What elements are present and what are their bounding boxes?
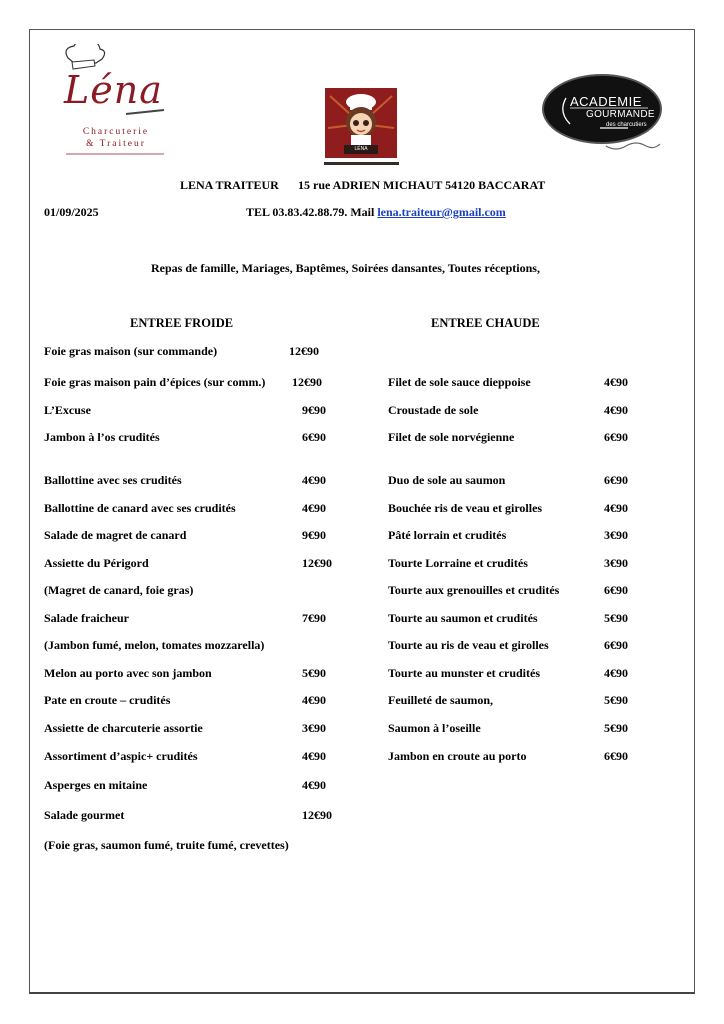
academie-gourmande-logo — [540, 72, 668, 156]
company-name: LENA TRAITEUR — [180, 178, 279, 192]
froide-item-name: Ballottine avec ses crudités — [44, 473, 182, 487]
tagline: Repas de famille, Mariages, Baptêmes, Soirées dansantes, Toutes réceptions, — [151, 261, 540, 275]
chaude-item-name: Bouchée ris de veau et girolles — [388, 501, 543, 515]
company-address: 15 rue ADRIEN MICHAUT 54120 BACCARAT — [298, 178, 546, 192]
chaude-item-price: 6€90 — [604, 430, 628, 444]
chaude-item-name: Tourte aux grenouilles et crudités — [388, 583, 560, 597]
chaude-item-price: 5€90 — [604, 693, 628, 707]
froide-item-price: 3€90 — [302, 721, 326, 735]
froide-item-name: Melon au porto avec son jambon — [44, 666, 212, 680]
chaude-item-name: Tourte Lorraine et crudités — [388, 556, 528, 570]
froide-item-name: Assortiment d’aspic+ crudités — [44, 749, 198, 763]
chaude-item-price: 6€90 — [604, 473, 628, 487]
chaude-item-price: 4€90 — [604, 501, 628, 515]
chaude-item-price: 6€90 — [604, 583, 628, 597]
chef-illustration-logo — [324, 88, 399, 166]
entree-froide-title: ENTREE FROIDE — [130, 316, 234, 330]
froide-item-name: Jambon à l’os crudités — [44, 430, 160, 444]
chef-underline — [324, 162, 399, 165]
email-link[interactable]: lena.traiteur@gmail.com — [377, 205, 506, 219]
froide-item-name: Salade fraicheur — [44, 611, 129, 625]
froide-item-price: 4€90 — [302, 501, 326, 515]
froide-item-price: 5€90 — [302, 666, 326, 680]
froide-item-price: 12€90 — [302, 808, 332, 822]
academie-line1: ACADEMIE — [570, 94, 642, 109]
froide-item-price: 12€90 — [302, 556, 332, 570]
chaude-item-price: 4€90 — [604, 403, 628, 417]
chaude-item-name: Feuilleté de saumon, — [388, 693, 493, 707]
chaude-item-price: 6€90 — [604, 749, 628, 763]
froide-item-price: 7€90 — [302, 611, 326, 625]
froide-item-price: 4€90 — [302, 473, 326, 487]
academie-line2: GOURMANDE — [586, 109, 655, 120]
froide-item-price: 9€90 — [302, 528, 326, 542]
froide-item-name: (Foie gras, saumon fumé, truite fumé, crevettes) — [44, 838, 289, 852]
chaude-item-price: 3€90 — [604, 528, 628, 542]
froide-item-price: 12€90 — [289, 344, 319, 358]
froide-item-price: 6€90 — [302, 430, 326, 444]
chaude-item-name: Saumon à l’oseille — [388, 721, 481, 735]
chaude-item-price: 4€90 — [604, 375, 628, 389]
lena-logo-sub2: & Traiteur — [86, 139, 146, 149]
froide-item-name: (Magret de canard, foie gras) — [44, 583, 194, 597]
chaude-item-name: Tourte au ris de veau et girolles — [388, 638, 549, 652]
lena-logo-subtitle — [68, 126, 164, 150]
froide-item-name: Salade gourmet — [44, 808, 125, 822]
chaude-item-name: Duo de sole au saumon — [388, 473, 506, 487]
froide-item-price: 4€90 — [302, 749, 326, 763]
froide-item-name: Salade de magret de canard — [44, 528, 187, 542]
froide-item-name: Ballottine de canard avec ses crudités — [44, 501, 236, 515]
froide-item-name: Foie gras maison (sur commande) — [44, 344, 218, 358]
froide-item-name: Assiette de charcuterie assortie — [44, 721, 203, 735]
froide-item-name: Foie gras maison pain d’épices (sur comm.) — [44, 375, 266, 389]
froide-item-price: 12€90 — [292, 375, 322, 389]
froide-item-name: (Jambon fumé, melon, tomates mozzarella) — [44, 638, 265, 652]
chaude-item-price: 4€90 — [604, 666, 628, 680]
chaude-item-price: 5€90 — [604, 611, 628, 625]
chaude-item-name: Tourte au saumon et crudités — [388, 611, 538, 625]
contact-tel: TEL 03.83.42.88.79. Mail — [246, 205, 375, 219]
chaude-item-name: Tourte au munster et crudités — [388, 666, 540, 680]
lena-logo-sub1: Charcuterie — [82, 127, 150, 137]
chaude-item-name: Croustade de sole — [388, 403, 479, 417]
lena-logo-name: Léna — [64, 68, 163, 112]
chaude-item-name: Filet de sole norvégienne — [388, 430, 515, 444]
contact-line — [246, 205, 506, 219]
chaude-item-name: Jambon en croute au porto — [388, 749, 527, 763]
froide-item-name: L’Excuse — [44, 403, 91, 417]
froide-item-price: 4€90 — [302, 693, 326, 707]
menu-date: 01/09/2025 — [44, 205, 99, 219]
froide-item-name: Pate en croute – crudités — [44, 693, 171, 707]
froide-item-name: Assiette du Périgord — [44, 556, 149, 570]
chaude-item-price: 6€90 — [604, 638, 628, 652]
froide-item-name: Asperges en mitaine — [44, 778, 148, 792]
academie-line3: des charcutiers — [606, 122, 647, 128]
entree-chaude-title: ENTREE CHAUDE — [431, 316, 540, 330]
chef-badge: LÉNA — [344, 145, 378, 154]
chaude-item-name: Filet de sole sauce dieppoise — [388, 375, 531, 389]
chaude-item-name: Pâté lorrain et crudités — [388, 528, 507, 542]
lena-logo — [60, 44, 170, 162]
chaude-item-price: 3€90 — [604, 556, 628, 570]
froide-item-price: 9€90 — [302, 403, 326, 417]
chaude-item-price: 5€90 — [604, 721, 628, 735]
froide-item-price: 4€90 — [302, 778, 326, 792]
